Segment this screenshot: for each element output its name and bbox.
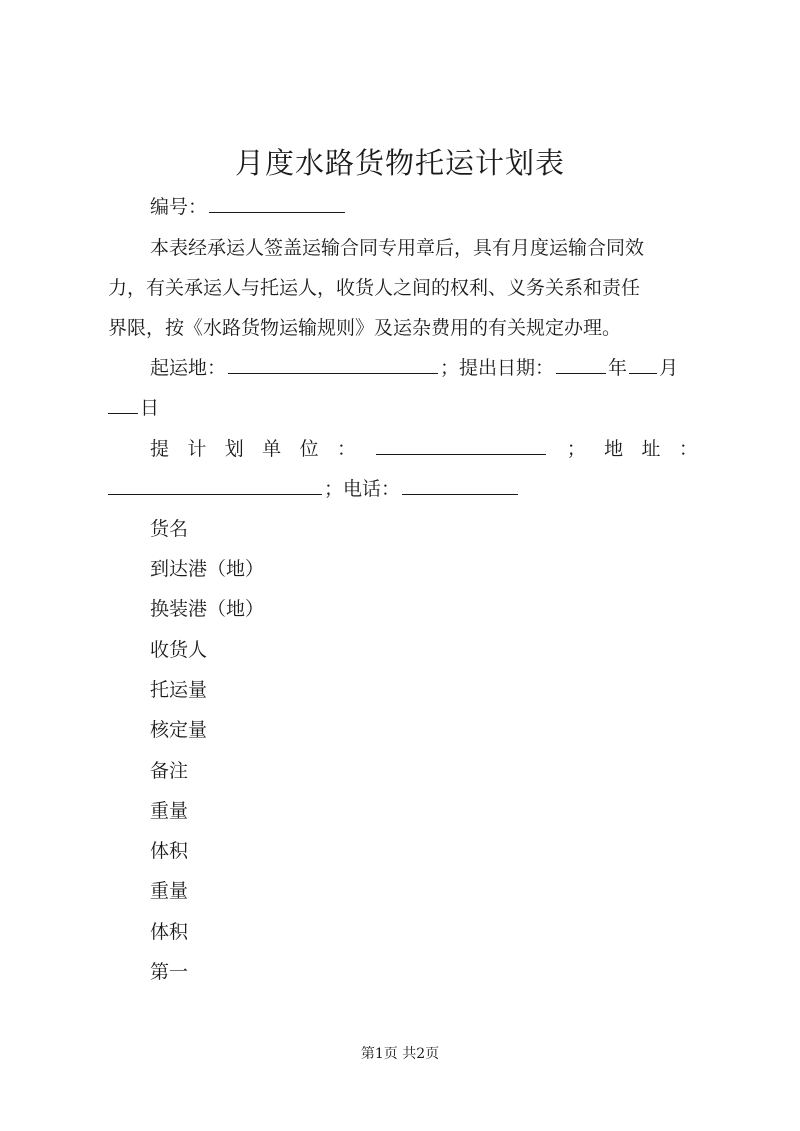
address-phone-line [108, 469, 698, 509]
field-label: 货名 [150, 518, 189, 540]
intro-line-1: 本表经承运人签盖运输合同专用章后，具有月度运输合同效 [150, 237, 645, 259]
field-label: 托运量 [150, 679, 208, 701]
unit-char: 单 [262, 438, 282, 460]
unit-blank [376, 434, 546, 455]
day-blank [108, 393, 138, 414]
unit-address-line [150, 429, 698, 469]
origin-date-line [150, 348, 698, 388]
number-label: 编号： [150, 196, 208, 218]
address-separator: ； [324, 478, 344, 500]
unit-char: 划 [224, 438, 244, 460]
document-title: 月度水路货物托运计划表 [234, 146, 565, 180]
field-label: 核定量 [150, 719, 208, 741]
intro-line-3: 界限，按《水路货物运输规则》及运杂费用的有关规定办理。 [108, 317, 622, 339]
year-label: 年 [608, 357, 628, 379]
day-line [108, 388, 698, 428]
unit-char: 位 [299, 438, 319, 460]
month-label: 月 [659, 357, 679, 379]
number-line [150, 187, 698, 227]
unit-char: ： [336, 438, 356, 460]
field-label: 体积 [150, 921, 189, 943]
address-char: ： [678, 438, 698, 460]
unit-separator: ； [566, 438, 586, 460]
address-char: 地 [604, 438, 624, 460]
unit-char: 提 [150, 438, 170, 460]
page-footer: 第1页 共2页 [360, 1046, 440, 1062]
number-blank [209, 192, 345, 213]
day-label: 日 [140, 397, 160, 419]
phone-label: 电话： [343, 478, 401, 500]
year-blank [556, 353, 606, 374]
unit-char: 计 [187, 438, 207, 460]
address-char: 址 [641, 438, 661, 460]
intro-line-2: 力，有关承运人与托运人，收货人之间的权利、义务关系和责任 [108, 277, 641, 299]
field-label: 备注 [150, 760, 189, 782]
field-label: 第一 [150, 961, 189, 983]
origin-separator: ； [440, 357, 460, 379]
field-label: 重量 [150, 800, 189, 822]
address-blank [108, 474, 322, 495]
field-label: 重量 [150, 880, 189, 902]
field-label: 收货人 [150, 639, 208, 661]
submit-date-label: 提出日期： [459, 357, 555, 379]
field-label: 到达港（地） [150, 558, 265, 580]
field-label: 换装港（地） [150, 598, 265, 620]
origin-blank [228, 353, 438, 374]
origin-label: 起运地： [150, 357, 227, 379]
field-label: 体积 [150, 840, 189, 862]
phone-blank [402, 474, 518, 495]
month-blank [629, 353, 657, 374]
